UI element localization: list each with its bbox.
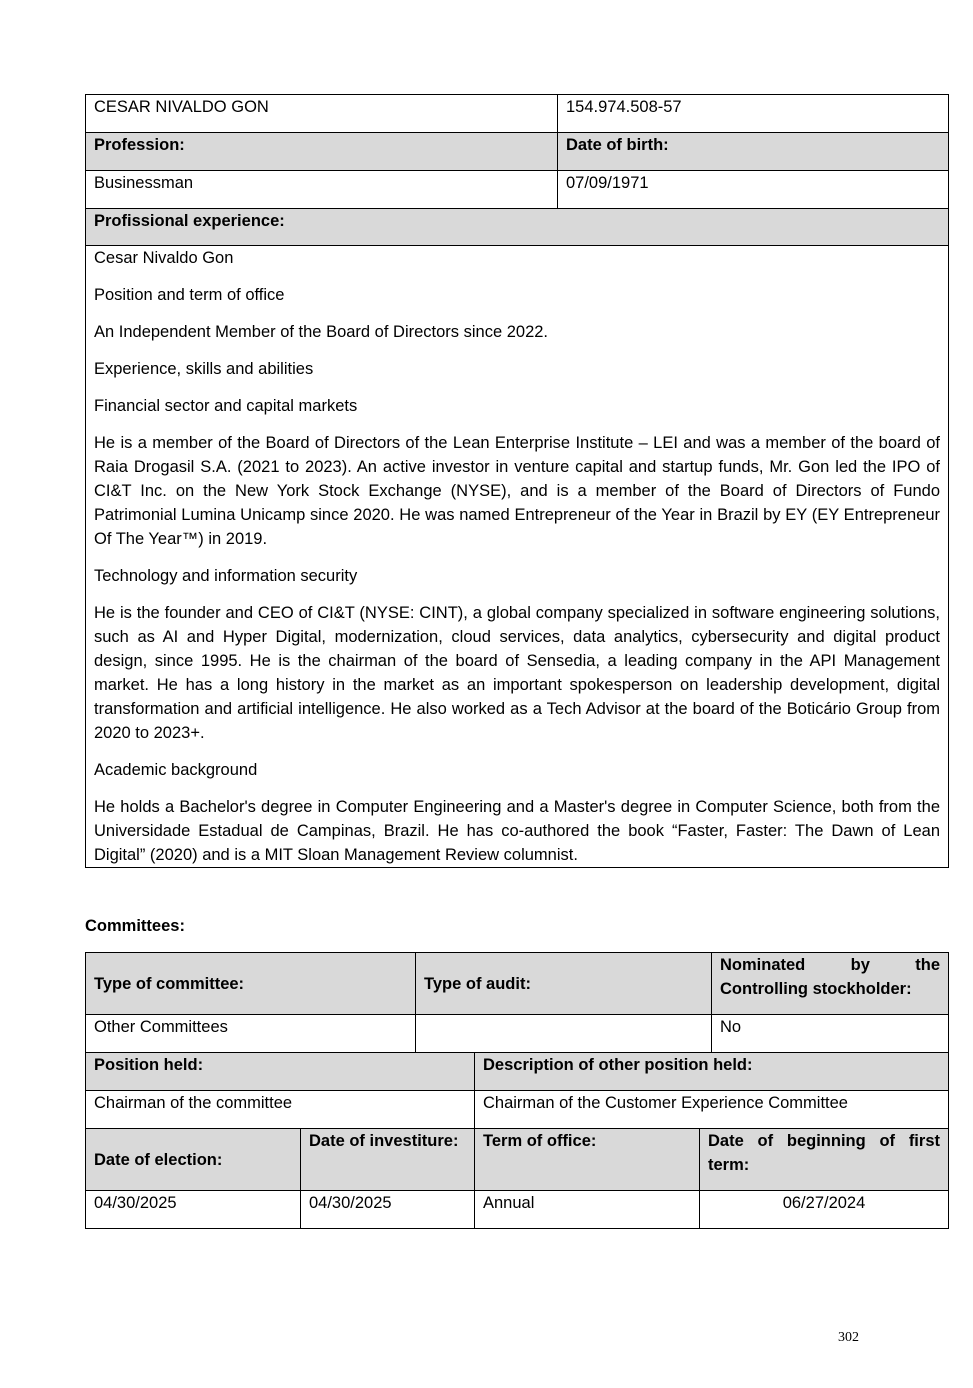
experience-paragraph: An Independent Member of the Board of Directors since 2022. (94, 323, 549, 341)
nominated-value: No (712, 1015, 949, 1053)
term-table (85, 1128, 949, 1229)
experience-paragraph: Experience, skills and abilities (94, 360, 314, 378)
term-of-office-label: Term of office: (475, 1129, 700, 1191)
experience-label: Profissional experience: (86, 209, 949, 246)
position-description-value: Chairman of the Customer Experience Committee (475, 1091, 949, 1129)
position-held-value: Chairman of the committee (86, 1091, 475, 1129)
first-term-date-value: 06/27/2024 (700, 1191, 949, 1229)
first-term-date-label: Date of beginning of first term: (700, 1129, 949, 1191)
position-held-label: Position held: (86, 1053, 475, 1091)
committee-type-label: Type of committee: (86, 953, 416, 1015)
committee-type-value: Other Committees (86, 1015, 416, 1053)
experience-cell (86, 246, 949, 868)
person-table (85, 94, 949, 868)
election-date-value: 04/30/2025 (86, 1191, 301, 1229)
experience-paragraph: Technology and information security (94, 567, 358, 585)
experience-paragraph: He holds a Bachelor's degree in Computer Engineering and a Master's degree in Computer Science, both from the Universidade Estadual de Campinas, Brazil. He has co-authored the book “Faster, Faster: The Dawn of Lean Digital” (2020) and is a MIT Sloan Management Review columnist. (94, 798, 940, 864)
committee-type-table (85, 952, 949, 1053)
dob-label: Date of birth: (558, 133, 949, 171)
experience-paragraph: He is a member of the Board of Directors of the Lean Enterprise Institute – LEI and was a member of the board of Raia Drogasil S.A. (2021 to 2023). An active investor in venture capital and startup funds, Mr. Gon led the IPO of CI&T Inc. on the New York Stock Exchange (NYSE), and is a member of the Board of Directors of Fundo Patrimonial Lumina Unicamp since 2020. He was named Entrepreneur of the Year in Brazil by EY (EY Entrepreneur Of The Year™) in 2019. (94, 434, 940, 548)
experience-paragraph: Position and term of office (94, 286, 285, 304)
person-name: CESAR NIVALDO GON (86, 95, 558, 133)
term-of-office-value: Annual (475, 1191, 700, 1229)
experience-paragraph: Financial sector and capital markets (94, 397, 358, 415)
experience-paragraph: Cesar Nivaldo Gon (94, 249, 234, 267)
committees-heading: Committees: (85, 917, 185, 935)
audit-type-label: Type of audit: (416, 953, 712, 1015)
audit-type-value (416, 1015, 712, 1053)
page-number: 302 (838, 1330, 859, 1345)
position-description-label: Description of other position held: (475, 1053, 949, 1091)
experience-paragraph: Academic background (94, 761, 258, 779)
investiture-date-value: 04/30/2025 (301, 1191, 475, 1229)
profession-value: Businessman (86, 171, 558, 209)
profession-label: Profession: (86, 133, 558, 171)
position-table (85, 1052, 949, 1129)
election-date-label: Date of election: (86, 1129, 301, 1191)
nominated-label: Nominated by the Controlling stockholder: (712, 953, 949, 1015)
dob-value: 07/09/1971 (558, 171, 949, 209)
investiture-date-label: Date of investiture: (301, 1129, 475, 1191)
experience-paragraph: He is the founder and CEO of CI&T (NYSE: CINT), a global company specialized in software engineering solutions, such as AI and Hyper Digital, modernization, cloud services, data analytics, cybersecurity and digital product design, since 1995. He is the chairman of the board of Sensedia, a leading company in the API Management market. He has a long history in the market as an important spokesperson on leadership development, digital transformation and artificial intelligence. He also worked as a Tech Advisor at the board of the Boticário Group from 2020 to 2023+. (94, 604, 940, 742)
person-id-number: 154.974.508-57 (558, 95, 949, 133)
